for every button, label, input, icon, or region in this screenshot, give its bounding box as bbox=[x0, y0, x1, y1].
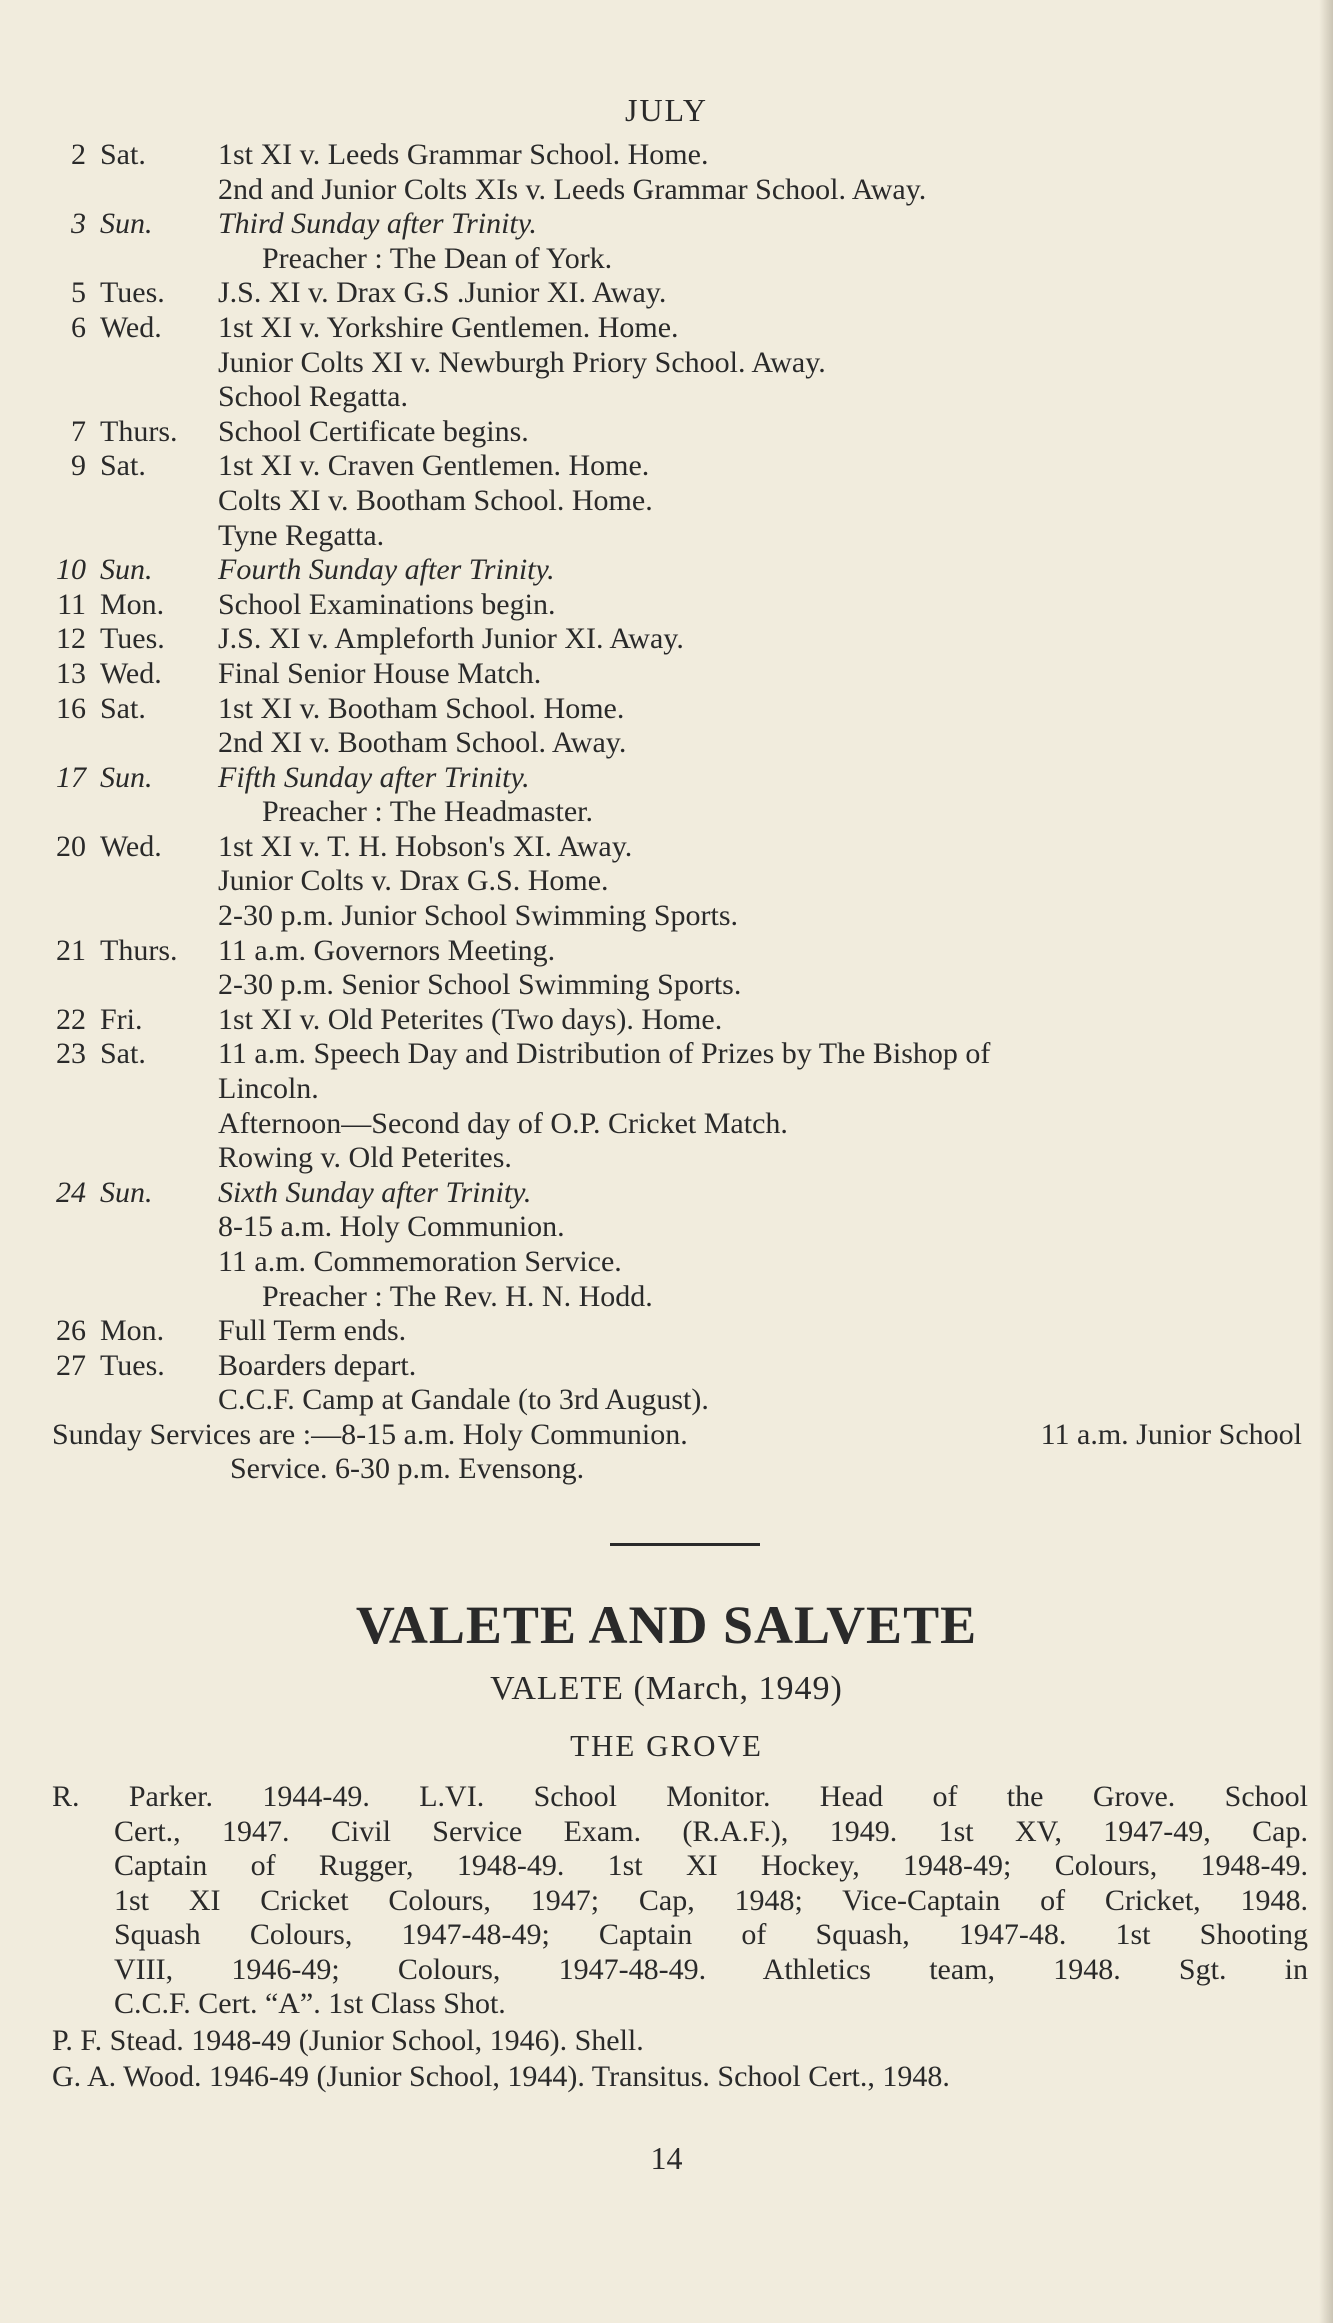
calendar-row bbox=[0, 519, 1333, 554]
calendar-weekday: Thurs. bbox=[100, 414, 178, 448]
calendar-event: Sixth Sunday after Trinity. bbox=[218, 1175, 532, 1209]
calendar-day: 10 bbox=[56, 553, 86, 587]
calendar-row bbox=[0, 311, 1333, 346]
calendar-day: 20 bbox=[56, 829, 86, 863]
month-title: JULY bbox=[624, 92, 708, 128]
calendar-row bbox=[0, 1072, 1333, 1107]
section-divider bbox=[610, 1543, 760, 1546]
calendar-row bbox=[0, 1037, 1333, 1072]
calendar-row bbox=[0, 657, 1333, 692]
calendar-row bbox=[0, 588, 1333, 623]
calendar-day: 22 bbox=[56, 1002, 86, 1036]
section-heading: VALETE AND SALVETE bbox=[355, 1595, 978, 1655]
calendar-row bbox=[0, 484, 1333, 519]
calendar-event: Rowing v. Old Peterites. bbox=[218, 1141, 512, 1175]
calendar-event: 2-30 p.m. Senior School Swimming Sports. bbox=[218, 968, 742, 1002]
calendar-event: School Regatta. bbox=[218, 380, 408, 414]
calendar-row bbox=[0, 761, 1333, 796]
valete-entry bbox=[52, 2060, 1308, 2095]
calendar-weekday: Sat. bbox=[100, 691, 146, 725]
calendar-event: Junior Colts v. Drax G.S. Home. bbox=[218, 864, 609, 898]
calendar-weekday: Tues. bbox=[100, 1348, 165, 1382]
calendar-row bbox=[0, 1210, 1333, 1245]
calendar-event: Colts XI v. Bootham School. Home. bbox=[218, 483, 653, 517]
entry-line: G. A. Wood. 1946-49 (Junior School, 1944). Transitus. School Cert., 1948. bbox=[52, 2060, 950, 2093]
section-subheading: VALETE (March, 1949) bbox=[490, 1670, 843, 1707]
calendar-event: School Examinations begin. bbox=[218, 587, 556, 621]
calendar-event: J.S. XI v. Ampleforth Junior XI. Away. bbox=[218, 622, 684, 656]
calendar-weekday: Fri. bbox=[100, 1002, 143, 1036]
calendar-row bbox=[0, 276, 1333, 311]
calendar-event: Fifth Sunday after Trinity. bbox=[218, 760, 530, 794]
calendar-weekday: Tues. bbox=[100, 622, 165, 656]
calendar-day: 12 bbox=[56, 622, 86, 656]
calendar-weekday: Sun. bbox=[100, 553, 153, 587]
calendar-row bbox=[0, 1107, 1333, 1142]
calendar-event: 2nd XI v. Bootham School. Away. bbox=[218, 726, 627, 760]
valete-entries bbox=[52, 1780, 1308, 2097]
calendar-day: 23 bbox=[56, 1037, 86, 1071]
calendar-row bbox=[0, 1383, 1333, 1418]
calendar-event: Tyne Regatta. bbox=[218, 518, 385, 552]
calendar-weekday: Tues. bbox=[100, 276, 165, 310]
calendar-row bbox=[0, 1349, 1333, 1384]
page-number: 14 bbox=[650, 2140, 683, 2176]
entry-line: Captain of Rugger, 1948-49. 1st XI Hockey, 1948-49; Colours, 1948-49. bbox=[114, 1849, 1308, 1882]
calendar-day: 6 bbox=[71, 310, 86, 344]
calendar-event: Full Term ends. bbox=[218, 1314, 407, 1348]
calendar-event: 11 a.m. Speech Day and Distribution of Prizes by The Bishop of bbox=[218, 1037, 991, 1071]
valete-entry bbox=[52, 1780, 1308, 2022]
calendar-day: 2 bbox=[71, 138, 86, 171]
calendar-day: 9 bbox=[71, 449, 86, 483]
calendar-event: 11 a.m. Commemoration Service. bbox=[218, 1245, 622, 1278]
calendar-row bbox=[0, 415, 1333, 450]
calendar-list bbox=[0, 138, 1333, 1418]
calendar-day: 7 bbox=[71, 414, 86, 448]
calendar-event: Lincoln. bbox=[218, 1072, 319, 1106]
valete-entry bbox=[52, 2024, 1308, 2059]
house-name: THE GROVE bbox=[570, 1728, 763, 1763]
calendar-weekday: Wed. bbox=[100, 829, 162, 863]
calendar-row bbox=[0, 1280, 1333, 1315]
calendar-weekday: Sat. bbox=[100, 449, 146, 483]
calendar-event: Final Senior House Match. bbox=[218, 656, 542, 690]
calendar-row bbox=[0, 1245, 1333, 1280]
calendar-row bbox=[0, 1141, 1333, 1176]
calendar-row bbox=[0, 346, 1333, 381]
calendar-row bbox=[0, 726, 1333, 761]
calendar-event: Junior Colts XI v. Newburgh Priory School. Away. bbox=[218, 345, 826, 379]
calendar-event: Third Sunday after Trinity. bbox=[218, 207, 537, 241]
calendar-row bbox=[0, 1003, 1333, 1038]
calendar-row bbox=[0, 138, 1333, 173]
calendar-weekday: Wed. bbox=[100, 656, 162, 690]
calendar-day: 11 bbox=[57, 587, 86, 621]
sunday-services-line1-right: 11 a.m. Junior School bbox=[1040, 1418, 1302, 1451]
calendar-event: 1st XI v. Leeds Grammar School. Home. bbox=[218, 138, 709, 171]
sunday-services-line1: Sunday Services are :—8-15 a.m. Holy Communion. bbox=[52, 1418, 688, 1451]
calendar-event: Boarders depart. bbox=[218, 1348, 417, 1382]
calendar-weekday: Mon. bbox=[100, 587, 165, 621]
calendar-row bbox=[0, 553, 1333, 588]
calendar-weekday: Sat. bbox=[100, 138, 146, 171]
calendar-event: 1st XI v. T. H. Hobson's XI. Away. bbox=[218, 829, 633, 863]
page-edge-shadow bbox=[1319, 0, 1333, 2323]
calendar-row bbox=[0, 173, 1333, 208]
calendar-row bbox=[0, 692, 1333, 727]
sunday-services-line2: Service. 6-30 p.m. Evensong. bbox=[230, 1452, 585, 1485]
calendar-row bbox=[0, 899, 1333, 934]
calendar-event: Afternoon—Second day of O.P. Cricket Match. bbox=[218, 1106, 788, 1140]
calendar-row bbox=[0, 1314, 1333, 1349]
calendar-row bbox=[0, 207, 1333, 242]
entry-line: C.C.F. Cert. “A”. 1st Class Shot. bbox=[114, 1987, 506, 2020]
calendar-event: J.S. XI v. Drax G.S .Junior XI. Away. bbox=[218, 276, 667, 310]
calendar-event: 8-15 a.m. Holy Communion. bbox=[218, 1210, 565, 1244]
calendar-row bbox=[0, 242, 1333, 277]
calendar-weekday: Sun. bbox=[100, 207, 153, 241]
calendar-day: 17 bbox=[56, 760, 86, 794]
calendar-weekday: Mon. bbox=[100, 1314, 165, 1348]
calendar-day: 21 bbox=[56, 933, 86, 967]
calendar-event: Preacher : The Dean of York. bbox=[262, 241, 613, 275]
entry-line: R. Parker. 1944-49. L.VI. School Monitor. Head of the Grove. School bbox=[52, 1780, 1308, 1813]
calendar-day: 13 bbox=[56, 656, 86, 690]
calendar-row bbox=[0, 864, 1333, 899]
calendar-event: Fourth Sunday after Trinity. bbox=[218, 553, 555, 587]
entry-line: 1st XI Cricket Colours, 1947; Cap, 1948; Vice-Captain of Cricket, 1948. bbox=[114, 1883, 1308, 1917]
calendar-event: 2nd and Junior Colts XIs v. Leeds Grammar School. Away. bbox=[218, 172, 927, 206]
calendar-event: 1st XI v. Old Peterites (Two days). Home. bbox=[218, 1002, 723, 1036]
calendar-day: 27 bbox=[56, 1348, 86, 1382]
entry-line: P. F. Stead. 1948-49 (Junior School, 1946). Shell. bbox=[52, 2023, 644, 2057]
calendar-weekday: Sat. bbox=[100, 1037, 146, 1071]
calendar-day: 5 bbox=[71, 276, 86, 310]
calendar-row bbox=[0, 830, 1333, 865]
calendar-event: 1st XI v. Bootham School. Home. bbox=[218, 691, 625, 725]
calendar-row bbox=[0, 1176, 1333, 1211]
calendar-weekday: Thurs. bbox=[100, 933, 178, 967]
calendar-event: Preacher : The Headmaster. bbox=[262, 795, 593, 829]
calendar-day: 3 bbox=[71, 207, 86, 241]
calendar-day: 26 bbox=[56, 1314, 86, 1348]
calendar-row bbox=[0, 449, 1333, 484]
entry-line: VIII, 1946-49; Colours, 1947-48-49. Athletics team, 1948. Sgt. in bbox=[114, 1952, 1308, 1986]
calendar-event: C.C.F. Camp at Gandale (to 3rd August). bbox=[218, 1383, 709, 1417]
entry-line: Cert., 1947. Civil Service Exam. (R.A.F.), 1949. 1st XV, 1947-49, Cap. bbox=[114, 1814, 1308, 1848]
calendar-day: 16 bbox=[56, 691, 86, 725]
sunday-services bbox=[52, 1418, 1302, 1486]
calendar-event: 2-30 p.m. Junior School Swimming Sports. bbox=[218, 899, 739, 933]
calendar-event: 11 a.m. Governors Meeting. bbox=[218, 933, 556, 967]
calendar-weekday: Sun. bbox=[100, 760, 153, 794]
calendar-day: 24 bbox=[56, 1175, 86, 1209]
calendar-row bbox=[0, 968, 1333, 1003]
calendar-row bbox=[0, 795, 1333, 830]
calendar-row bbox=[0, 622, 1333, 657]
calendar-event: Preacher : The Rev. H. N. Hodd. bbox=[262, 1279, 653, 1313]
calendar-event: 1st XI v. Yorkshire Gentlemen. Home. bbox=[218, 310, 679, 344]
entry-line: Squash Colours, 1947-48-49; Captain of Squash, 1947-48. 1st Shooting bbox=[114, 1918, 1308, 1951]
calendar-weekday: Wed. bbox=[100, 310, 162, 344]
calendar-row bbox=[0, 934, 1333, 969]
calendar-event: 1st XI v. Craven Gentlemen. Home. bbox=[218, 449, 650, 483]
calendar-weekday: Sun. bbox=[100, 1175, 153, 1209]
calendar-event: School Certificate begins. bbox=[218, 414, 529, 448]
calendar-row bbox=[0, 380, 1333, 415]
